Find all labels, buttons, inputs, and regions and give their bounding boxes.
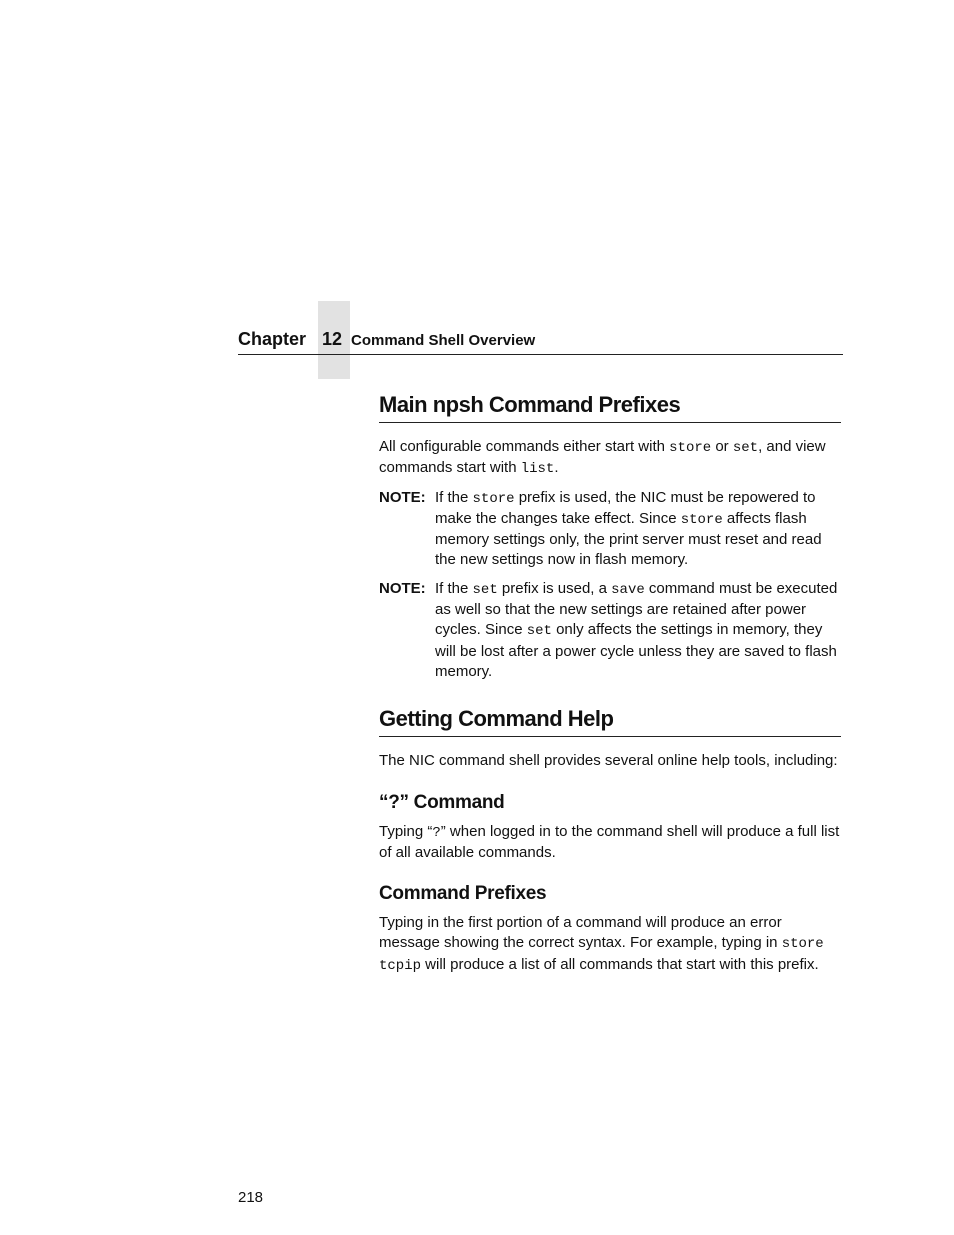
command-prefixes-paragraph: Typing in the first portion of a command will produce an error message showing the correct syntax. For example, typing in store tcpip will produce a list of all commands that start with this prefix. — [379, 914, 824, 974]
subheading-command-prefixes: Command Prefixes — [379, 883, 547, 905]
page-content — [379, 392, 841, 976]
note-label: NOTE: — [379, 579, 426, 597]
header-rule — [238, 354, 843, 355]
chapter-number: 12 — [322, 329, 343, 349]
code-store: store — [472, 490, 515, 507]
note-store — [379, 488, 841, 571]
question-command-paragraph: Typing “?” when logged in to the command shell will produce a full list of all available commands. — [379, 822, 840, 861]
section-heading-npsh-prefixes: Main npsh Command Prefixes — [379, 392, 841, 423]
subheading-question-command: “?” Command — [379, 791, 505, 813]
code-set: set — [732, 440, 759, 456]
code-question-mark: ? — [432, 824, 441, 841]
code-set: set — [526, 623, 552, 640]
note-body: If the set prefix is used, a save command must be executed as well so that the new settings are retained after power cycles. Since set only affects the settings in memory, they will be lost after a power cycle unless they are saved to flash memory. — [435, 579, 838, 680]
code-save: save — [611, 581, 645, 598]
section-heading-command-help: Getting Command Help — [379, 706, 841, 737]
page-number: 218 — [238, 1189, 264, 1206]
code-store: store — [669, 440, 712, 456]
prefixes-intro-paragraph: All configurable commands either start with store or set, and view commands start with list. — [379, 438, 826, 478]
code-store: store — [680, 511, 723, 528]
chapter-label: Chapter — [238, 329, 307, 349]
chapter-title: Command Shell Overview — [351, 332, 536, 349]
note-body: If the store prefix is used, the NIC must be repowered to make the changes take effect. Since store affects flash memory settings only, the print server must reset and read the new settings now in flash memory. — [435, 488, 822, 569]
code-set: set — [472, 581, 498, 598]
note-label: NOTE: — [379, 488, 426, 506]
code-list: list — [520, 461, 555, 478]
help-intro-paragraph: The NIC command shell provides several online help tools, including: — [379, 752, 838, 770]
note-set — [379, 579, 841, 682]
code-store-tcpip: store tcpip — [379, 936, 824, 974]
